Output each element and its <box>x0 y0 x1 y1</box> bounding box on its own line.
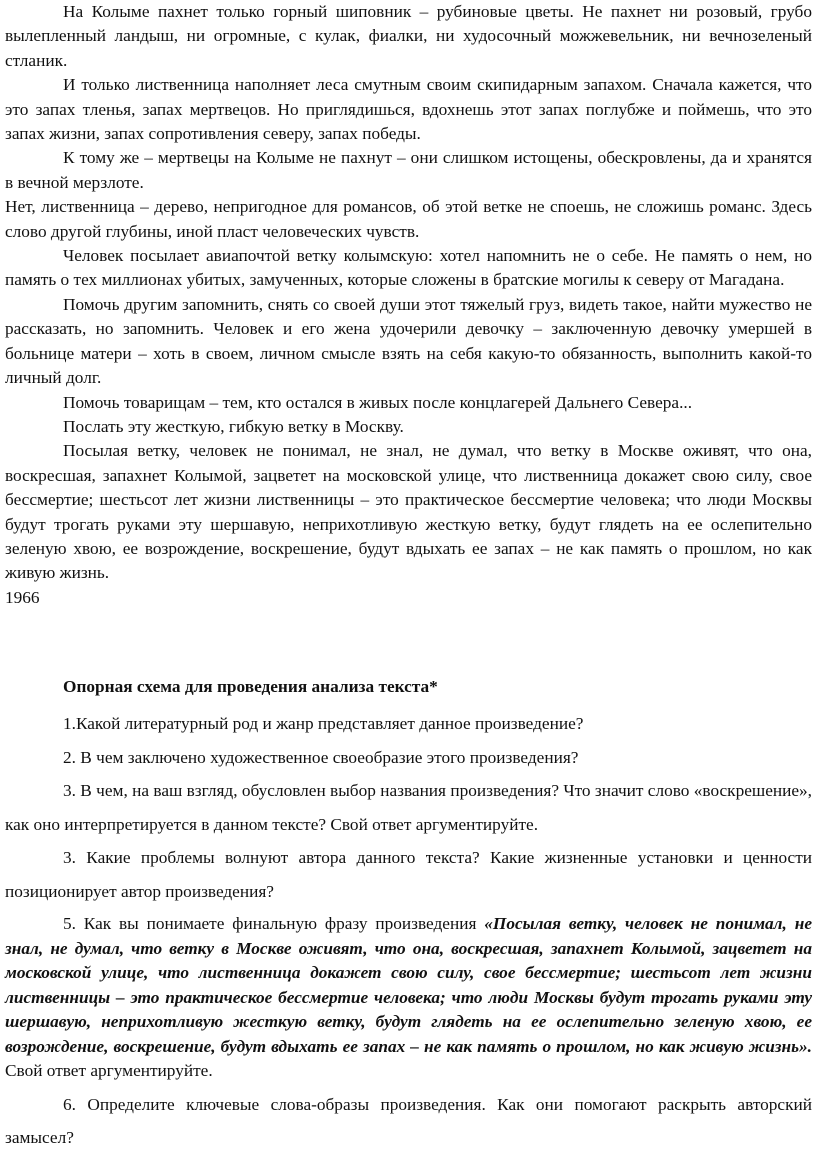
question-6: 6. Определите ключевые слова-образы произведения. Как они помогают раскрыть авторский замысел? <box>5 1094 812 1147</box>
question-5-lead: 5. Как вы понимаете финальную фразу произведения <box>63 914 485 933</box>
story-paragraph: И только лиственница наполняет леса смутным своим скипидарным запахом. Сначала кажется, что это запах тленья, запах мертвецов. Но приглядишься, вдохнешь этот запах поглубже и поймешь, что это запах жизни, запах сопротивления северу, запах победы. <box>5 75 812 144</box>
story-paragraph: Посылая ветку, человек не понимал, не знал, не думал, что ветку в Москве оживят, что она, воскресшая, запахнет Колымой, зацветет на московской улице, что лиственница докажет свою силу, свое бессмертие; шестьсот лет жизни лиственницы – это практическое бессмертие человека; что люди Москвы будут трогать руками эту шершавую, неприхотливую жесткую ветку, будут глядеть на ее ослепительно зеленую хвою, ее возрождение, воскрешение, будут вдыхать ее запах – не как память о прошлом, но как живую жизнь. <box>5 441 812 583</box>
story-paragraph: Человек посылает авиапочтой ветку колымскую: хотел напомнить не о себе. Не память о нем, но память о тех миллионах убитых, замученных, которые сложены в братские могилы к северу от Магадана. <box>5 246 812 290</box>
analysis-scheme <box>5 675 812 1155</box>
story-text <box>5 0 812 610</box>
question-5-tail: Свой ответ аргументируйте. <box>5 1061 213 1080</box>
story-year: 1966 <box>5 587 40 607</box>
question-5-quote: «Посылая ветку, человек не понимал, не знал, не думал, что ветку в Москве оживят, что она, воскресшая, запахнет Колымой, зацветет на московской улице, что лиственница докажет свою силу, свое бессмертие; шестьсот лет жизни лиственницы – это практическое бессмертие человека; что люди Москвы будут трогать руками эту шершавую, неприхотливую жесткую ветку, будут глядеть на ее ослепительно зеленую хвою, ее возрождение, воскрешение, будут вдыхать ее запах – не как память о прошлом, но как живую жизнь». <box>5 914 812 1056</box>
story-paragraph: Помочь товарищам – тем, кто остался в живых после концлагерей Дальнего Севера... <box>63 392 693 412</box>
story-paragraph: Помочь другим запомнить, снять со своей души этот тяжелый груз, видеть такое, найти мужество не рассказать, но запомнить. Человек и его жена удочерили девочку – заключенную девочку умершей в больнице матери – хоть в своем, личном смысле взять на себя какую-то обязанность, выполнить какой-то личный долг. <box>5 294 812 388</box>
question-3-title: 3. В чем, на ваш взгляд, обусловлен выбор названия произведения? Что значит слово «воскрешение», как оно интерпретируется в данном тексте? Свой ответ аргументируйте. <box>5 781 812 834</box>
question-2: 2. В чем заключено художественное своеобразие этого произведения? <box>63 747 579 767</box>
story-paragraph: На Колыме пахнет только горный шиповник – рубиновые цветы. Не пахнет ни розовый, грубо вылепленный ландыш, ни огромные, с кулак, фиалки, ни худосочный можжевельник, ни вечнозеленый стланик. <box>5 2 812 70</box>
story-paragraph: Нет, лиственница – дерево, непригодное для романсов, об этой ветке не споешь, не сложишь романс. Здесь слово другой глубины, иной пласт человеческих чувств. <box>5 197 812 241</box>
question-5 <box>5 912 812 1084</box>
scheme-title: Опорная схема для проведения анализа текста* <box>63 677 438 696</box>
story-paragraph: К тому же – мертвецы на Колыме не пахнут – они слишком истощены, обескровлены, да и хранятся в вечной мерзлоте. <box>5 148 812 192</box>
question-3-problems: 3. Какие проблемы волнуют автора данного текста? Какие жизненные установки и ценности позиционирует автор произведения? <box>5 848 812 901</box>
story-paragraph: Послать эту жесткую, гибкую ветку в Москву. <box>63 416 404 436</box>
question-1: 1.Какой литературный род и жанр представляет данное произведение? <box>63 714 584 733</box>
